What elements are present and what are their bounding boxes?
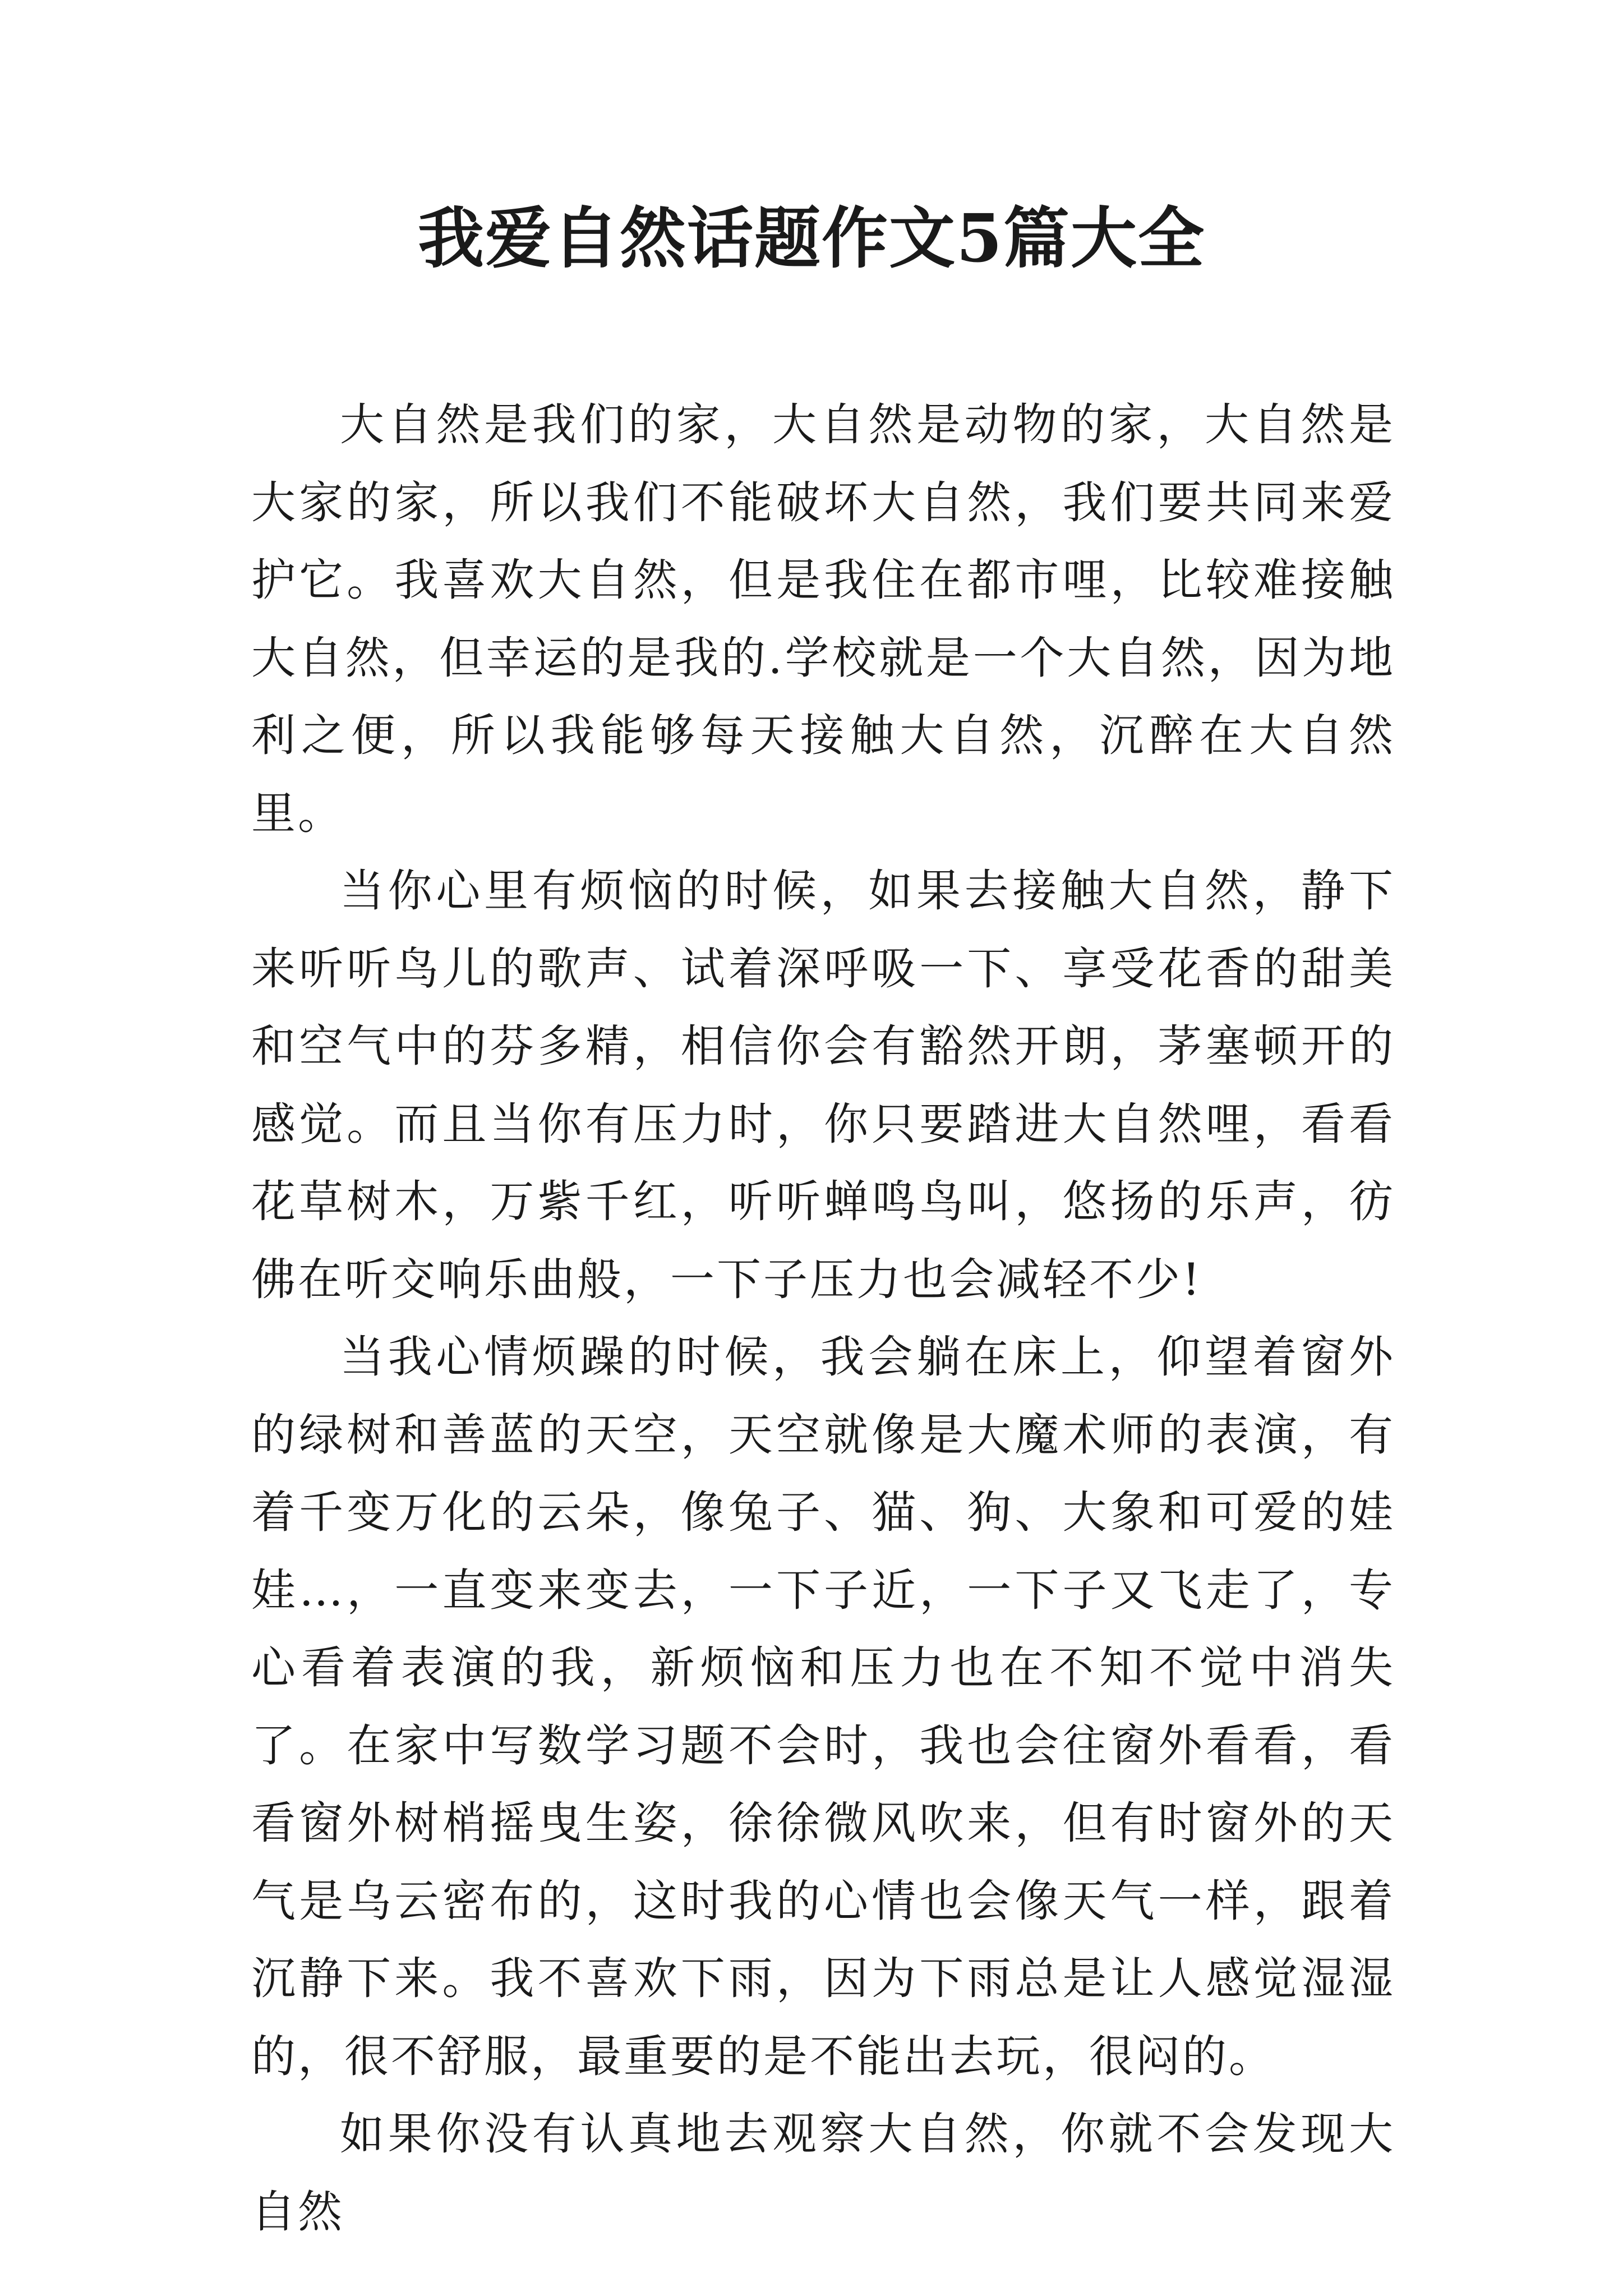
paragraph-2: 当你心里有烦恼的时候，如果去接触大自然，静下来听听鸟儿的歌声、试着深呼吸一下、享受花香的甜美和空气中的芬多精，相信你会有豁然开朗，茅塞顿开的感觉。而且当你有压力时，你只要踏进大自然哩，看看花草树木，万紫千红，听听蝉鸣鸟叫，悠扬的乐声，彷佛在听交响乐曲般，一下子压力也会减轻不少! (251, 865, 1395, 1305)
document-body (251, 386, 1395, 2251)
paragraph-4: 如果你没有认真地去观察大自然，你就不会发现大自然 (251, 2108, 1395, 2238)
paragraph-1: 大自然是我们的家，大自然是动物的家，大自然是大家的家，所以我们不能破坏大自然，我们要共同来爱护它。我喜欢大自然，但是我住在都市哩，比较难接触大自然，但幸运的是我的.学校就是一个大自然，因为地利之便，所以我能够每天接触大自然，沉醉在大自然里。 (251, 399, 1395, 839)
paragraph-3: 当我心情烦躁的时候，我会躺在床上，仰望着窗外的绿树和善蓝的天空，天空就像是大魔术师的表演，有着千变万化的云朵，像兔子、猫、狗、大象和可爱的娃娃…，一直变来变去，一下子近，一下子又飞走了，专心看着表演的我，新烦恼和压力也在不知不觉中消失了。在家中写数学习题不会时，我也会往窗外看看，看看窗外树梢摇曳生姿，徐徐微风吹来，但有时窗外的天气是乌云密布的，这时我的心情也会像天气一样，跟着沉静下来。我不喜欢下雨，因为下雨总是让人感觉湿湿的，很不舒服，最重要的是不能出去玩，很闷的。 (251, 1331, 1395, 2082)
document-title: 我爱自然话题作文5篇大全 (417, 199, 1206, 277)
